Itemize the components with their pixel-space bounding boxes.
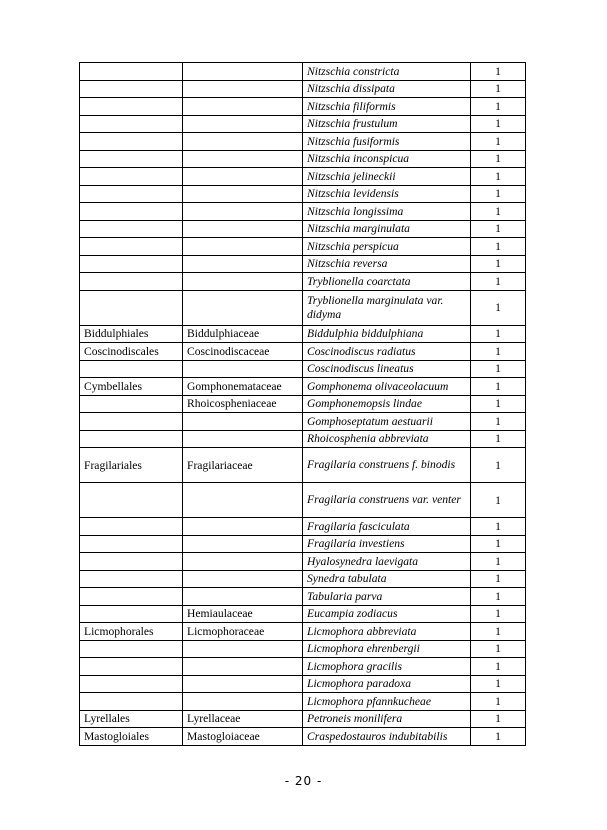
family-cell [183,220,303,238]
species-cell: Nitzschia reversa [303,255,471,273]
species-cell: Gomphonemopsis lindae [303,395,471,413]
table-row [80,483,526,518]
table-row [80,360,526,378]
species-cell: Hyalosynedra laevigata [303,553,471,571]
species-cell: Gomphoseptatum aestuarii [303,413,471,431]
table-row [80,605,526,623]
order-cell [80,203,183,221]
species-cell: Tryblionella marginulata var. didyma [303,290,471,325]
order-cell [80,98,183,116]
order-cell [80,220,183,238]
family-cell [183,185,303,203]
family-cell [183,693,303,711]
table-row [80,448,526,483]
table-row [80,150,526,168]
count-cell: 1 [471,588,526,606]
family-cell [183,640,303,658]
family-cell: Biddulphiaceae [183,325,303,343]
species-cell: Nitzschia levidensis [303,185,471,203]
family-cell [183,168,303,186]
family-cell [183,273,303,291]
species-cell: Nitzschia constricta [303,63,471,81]
order-cell [80,658,183,676]
order-cell [80,133,183,151]
count-cell: 1 [471,63,526,81]
species-cell: Petroneis monilifera [303,710,471,728]
table-row [80,98,526,116]
order-cell: Biddulphiales [80,325,183,343]
family-cell [183,570,303,588]
table-row [80,80,526,98]
family-cell: Fragilariaceae [183,448,303,483]
count-cell: 1 [471,150,526,168]
count-cell: 1 [471,570,526,588]
species-cell: Licmophora gracilis [303,658,471,676]
table-row [80,273,526,291]
family-cell: Gomphonemataceae [183,378,303,396]
count-cell: 1 [471,675,526,693]
species-cell: Nitzschia frustulum [303,115,471,133]
family-cell [183,518,303,536]
count-cell: 1 [471,710,526,728]
count-cell: 1 [471,605,526,623]
species-cell: Nitzschia dissipata [303,80,471,98]
count-cell: 1 [471,238,526,256]
species-cell: Nitzschia fusiformis [303,133,471,151]
order-cell [80,570,183,588]
order-cell [80,185,183,203]
species-cell: Licmophora ehrenbergii [303,640,471,658]
family-cell [183,413,303,431]
family-cell: Licmophoraceae [183,623,303,641]
family-cell [183,658,303,676]
order-cell [80,238,183,256]
order-cell [80,273,183,291]
species-cell: Nitzschia longissima [303,203,471,221]
order-cell: Mastogloiales [80,728,183,746]
table-row [80,553,526,571]
family-cell [183,80,303,98]
order-cell [80,413,183,431]
species-cell: Coscinodiscus radiatus [303,343,471,361]
order-cell: Licmophorales [80,623,183,641]
species-cell: Nitzschia marginulata [303,220,471,238]
count-cell: 1 [471,80,526,98]
table-row [80,378,526,396]
species-cell: Synedra tabulata [303,570,471,588]
order-cell: Lyrellales [80,710,183,728]
count-cell: 1 [471,115,526,133]
species-cell: Tabularia parva [303,588,471,606]
table-row [80,220,526,238]
species-cell: Coscinodiscus lineatus [303,360,471,378]
table-row [80,290,526,325]
family-cell: Hemiaulaceae [183,605,303,623]
count-cell: 1 [471,728,526,746]
order-cell [80,640,183,658]
count-cell: 1 [471,640,526,658]
species-cell: Biddulphia biddulphiana [303,325,471,343]
family-cell: Lyrellaceae [183,710,303,728]
count-cell: 1 [471,553,526,571]
table-row [80,168,526,186]
family-cell [183,98,303,116]
table-row [80,325,526,343]
table-row [80,133,526,151]
table-row [80,185,526,203]
count-cell: 1 [471,518,526,536]
order-cell: Fragilariales [80,448,183,483]
count-cell: 1 [471,343,526,361]
table-row [80,623,526,641]
order-cell [80,150,183,168]
family-cell [183,290,303,325]
table-row [80,728,526,746]
order-cell [80,518,183,536]
family-cell [183,535,303,553]
order-cell [80,605,183,623]
count-cell: 1 [471,203,526,221]
family-cell [183,675,303,693]
table-row [80,658,526,676]
family-cell [183,255,303,273]
count-cell: 1 [471,378,526,396]
family-cell [183,553,303,571]
count-cell: 1 [471,693,526,711]
table-row [80,413,526,431]
count-cell: 1 [471,623,526,641]
order-cell [80,63,183,81]
count-cell: 1 [471,133,526,151]
order-cell [80,693,183,711]
family-cell [183,483,303,518]
family-cell [183,133,303,151]
species-cell: Licmophora abbreviata [303,623,471,641]
order-cell [80,430,183,448]
family-cell [183,150,303,168]
count-cell: 1 [471,658,526,676]
species-cell: Tryblionella coarctata [303,273,471,291]
species-table-container [79,62,526,746]
order-cell [80,553,183,571]
table-row [80,343,526,361]
table-row [80,203,526,221]
count-cell: 1 [471,448,526,483]
table-row [80,710,526,728]
species-cell: Nitzschia perspicua [303,238,471,256]
order-cell [80,675,183,693]
order-cell: Coscinodiscales [80,343,183,361]
order-cell [80,80,183,98]
family-cell: Rhoicospheniaceae [183,395,303,413]
table-row [80,430,526,448]
count-cell: 1 [471,535,526,553]
table-row [80,63,526,81]
table-row [80,570,526,588]
order-cell [80,395,183,413]
family-cell: Coscinodiscaceae [183,343,303,361]
table-row [80,395,526,413]
count-cell: 1 [471,483,526,518]
order-cell [80,360,183,378]
order-cell: Cymbellales [80,378,183,396]
count-cell: 1 [471,255,526,273]
family-cell [183,63,303,81]
order-cell [80,115,183,133]
order-cell [80,483,183,518]
table-row [80,238,526,256]
count-cell: 1 [471,430,526,448]
family-cell: Mastogloiaceae [183,728,303,746]
family-cell [183,238,303,256]
family-cell [183,360,303,378]
species-cell: Gomphonema olivaceolacuum [303,378,471,396]
table-row [80,640,526,658]
table-row [80,693,526,711]
count-cell: 1 [471,413,526,431]
species-cell: Nitzschia inconspicua [303,150,471,168]
species-cell: Licmophora pfannkucheae [303,693,471,711]
table-row [80,535,526,553]
table-row [80,588,526,606]
count-cell: 1 [471,185,526,203]
order-cell [80,290,183,325]
species-table [79,62,526,746]
species-cell: Fragilaria construens f. binodis [303,448,471,483]
table-row [80,518,526,536]
count-cell: 1 [471,220,526,238]
count-cell: 1 [471,98,526,116]
family-cell [183,115,303,133]
count-cell: 1 [471,395,526,413]
family-cell [183,430,303,448]
species-cell: Eucampia zodiacus [303,605,471,623]
count-cell: 1 [471,290,526,325]
species-cell: Fragilaria investiens [303,535,471,553]
species-cell: Nitzschia jelineckii [303,168,471,186]
count-cell: 1 [471,325,526,343]
count-cell: 1 [471,360,526,378]
page-number: - 20 - [284,774,323,788]
count-cell: 1 [471,273,526,291]
count-cell: 1 [471,168,526,186]
species-cell: Licmophora paradoxa [303,675,471,693]
table-row [80,675,526,693]
species-cell: Fragilaria construens var. venter [303,483,471,518]
table-row [80,115,526,133]
order-cell [80,588,183,606]
species-cell: Nitzschia filiformis [303,98,471,116]
family-cell [183,588,303,606]
species-cell: Fragilaria fasciculata [303,518,471,536]
table-row [80,255,526,273]
species-cell: Rhoicosphenia abbreviata [303,430,471,448]
order-cell [80,255,183,273]
order-cell [80,168,183,186]
order-cell [80,535,183,553]
species-cell: Craspedostauros indubitabilis [303,728,471,746]
family-cell [183,203,303,221]
species-table-body [80,63,526,746]
